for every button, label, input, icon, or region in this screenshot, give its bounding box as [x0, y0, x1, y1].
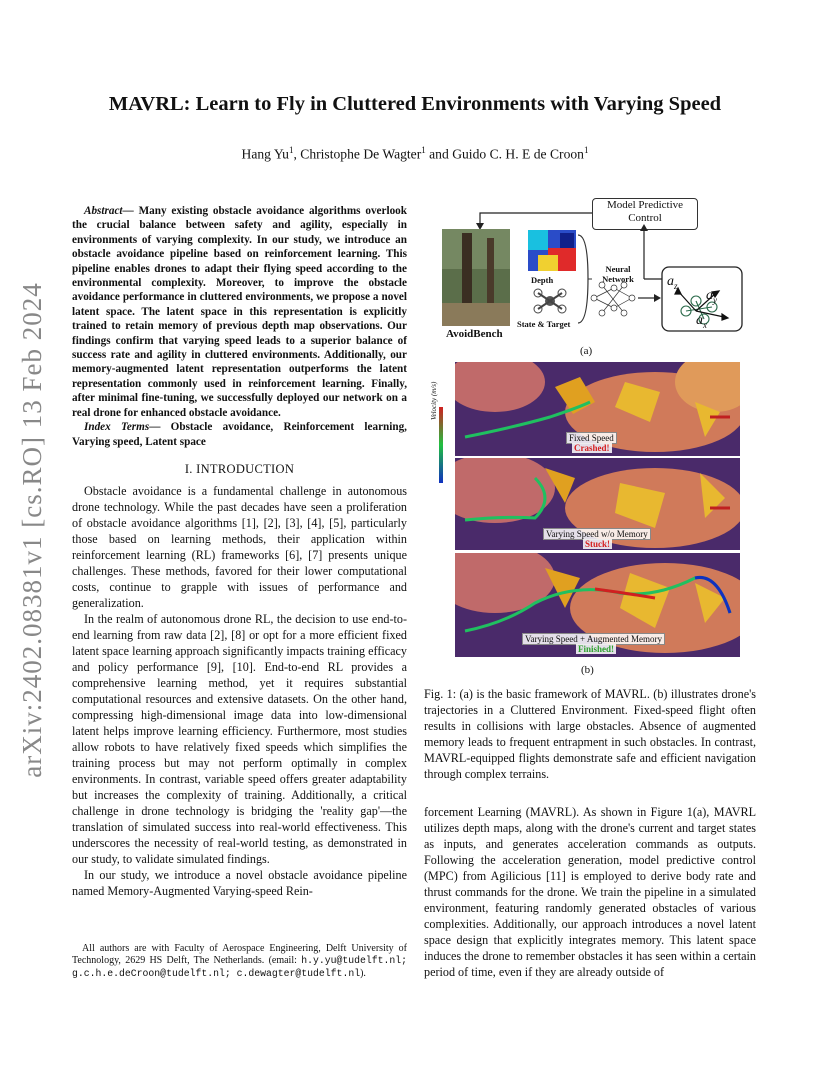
panel-2-status: Stuck!	[585, 539, 611, 549]
paper-title: MAVRL: Learn to Fly in Cluttered Environments with Varying Speed	[108, 93, 722, 115]
intro-paragraph-2: In the realm of autonomous drone RL, the decision to use end-to-end learning from raw data [2], [8] or opt for a more efficient fixed latent space learning approach significantly impacts training efficacy and policy performance [9], [10]. End-to-end RL provides a comprehensive learning method, yet it requires substantial computational resources and extensive datasets. On the other hand, compressing high-dimensional image data into low-dimensional latent helps improve learning efficiency. Furthermore, most studies allow robots to have relatively fixed speeds which simplifies the training process but may not perform optimally in complex environments. In contrast, variable speed offers greater adaptability but increases the complexity of training. Additionally, a critical challenge in drone technology is bridging the 'reality gap'—the translation of simulated success into real-world effectiveness. This underscores the necessity of real-world testing, as demonstrated in our study, to validate simulated findings.	[72, 611, 407, 866]
author-name: Christophe De Wagter	[300, 146, 422, 162]
state-target-label: State & Target	[517, 319, 571, 329]
author-list: Hang Yu$^1$, Christophe De Wagter$^1$ and Guido C. H. E de Croon$^1$	[241, 145, 589, 162]
author-affiliation: 1	[583, 145, 589, 155]
panel-3-status: Finished!	[578, 644, 615, 654]
ax-label: $a_x$	[696, 313, 707, 330]
neural-network-label: Neural Network	[602, 264, 634, 284]
index-terms	[72, 420, 407, 449]
az-label: $a_z$	[667, 274, 678, 291]
drone-icon	[534, 289, 566, 313]
intro-paragraph-3: In our study, we introduce a novel obstacle avoidance pipeline named Memory-Augmented Varying-speed Rein-	[72, 867, 407, 898]
mpc-box: Model Predictive Control	[592, 198, 698, 230]
abstract	[72, 204, 407, 420]
right-column-text: forcement Learning (MAVRL). As shown in Figure 1(a), MAVRL utilizes depth maps, along with the drone's current and target states as inputs, and generates acceleration commands as outputs. Following the acceleration generation, model predictive control (MPC) from Agilicious [11] is employed to derive body rate and thrust commands for the drone. We train the pipeline in a simulated environment, featuring randomly generated obstacles of various complexities. Additionally, our approach introduces a novel latent space design that explicitly integrates memory. This latent space induces the drone to remember obstacles it has seen within a certain period of time, even if they are already outside of	[424, 805, 756, 979]
intro-paragraph-1: Obstacle avoidance is a fundamental challenge in autonomous drone technology. While the past decades have seen a proliferation of obstacle avoidance algorithms [1], [2], [3], [4], [5], particularly those based on learning methods, their application within reinforcement learning (RL) frameworks [6], [7] presents unique challenges. These methods, favored for their lower computational costs, continue to grapple with issues of performance and generalization.	[72, 483, 407, 610]
input-bracket	[578, 235, 588, 323]
neural-network-icon	[591, 282, 635, 316]
author-name: Guido C. H. E de Croon	[452, 146, 584, 162]
footnote-emails: h.y.yu@tudelft.nl; g.c.h.e.deCroon@tudelft.nl; c.dewagter@tudelft.nl	[72, 955, 408, 979]
figure-caption: Fig. 1: (a) is the basic framework of MAVRL. (b) illustrates drone's trajectories in a Cluttered Environment. Fixed-speed flight often results in collisions with large obstacles. Absence of augmented memory leads to frequent entrapment in such obstacles. In contrast, MAVRL-equipped flights demonstrate safe and efficient navigation through complex terrains.	[424, 687, 756, 781]
index-terms-text: — Obstacle avoidance, Reinforcement learning, Varying speed, Latent space	[72, 421, 407, 448]
author-name: Hang Yu	[241, 146, 289, 162]
index-terms-label: Index Terms	[84, 421, 150, 434]
feedback-arrow	[480, 213, 592, 225]
abstract-text: — Many existing obstacle avoidance algorithms overlook the crucial balance between safety and agility, especially in environments of varying complexity. In our study, we introduce an obstacle avoidance pipeline based on reinforcement learning. This pipeline enables drones to adapt their flying speed according to the environmental complexity. Moreover, to improve the obstacle avoidance performance in cluttered environments, we propose a novel latent space. The latent space in this representation is explicitly trained to retain memory of previous depth map observations. Our findings confirm that varying speed leads to a superior balance of success rate and agility in cluttered environments. Additionally, our memory-augmented latent representation outperforms the latent representation commonly used in reinforcement learning. Finally, after minimal fine-tuning, we successfully deployed our network on a real drone for enhanced obstacle avoidance.	[72, 205, 407, 419]
footnote	[72, 943, 407, 980]
feedback-arrowhead	[476, 223, 484, 230]
subfigure-a-label: (a)	[580, 345, 593, 357]
section-heading: I. INTRODUCTION	[184, 461, 295, 476]
velocity-axis-label: Velocity (m/s)	[430, 381, 438, 420]
panel-3-tag: Varying Speed + Augmented Memory	[522, 633, 665, 645]
ay-label: $a_y$	[706, 288, 717, 305]
footnote-end: ).	[360, 967, 366, 979]
panel-1-tag: Fixed Speed	[566, 432, 617, 444]
author-affiliation: 1	[288, 145, 294, 155]
footnote-text: All authors are with Faculty of Aerospace Engineering, Delft University of Technology, 2629 HS Delft, The Netherlands. (email:	[72, 943, 407, 967]
left-column	[72, 204, 407, 899]
abstract-label: Abstract	[84, 205, 123, 217]
panel-2-tag: Varying Speed w/o Memory	[543, 528, 651, 540]
arxiv-side-stamp: arXiv:2402.08381v1 [cs.RO] 13 Feb 2024	[17, 282, 47, 778]
author-affiliation: 1	[421, 145, 426, 155]
avoidbench-label: AvoidBench	[446, 328, 503, 340]
depth-label: Depth	[531, 275, 554, 285]
subfigure-b-label: (b)	[581, 664, 594, 676]
panel-1-status: Crashed!	[574, 443, 610, 453]
